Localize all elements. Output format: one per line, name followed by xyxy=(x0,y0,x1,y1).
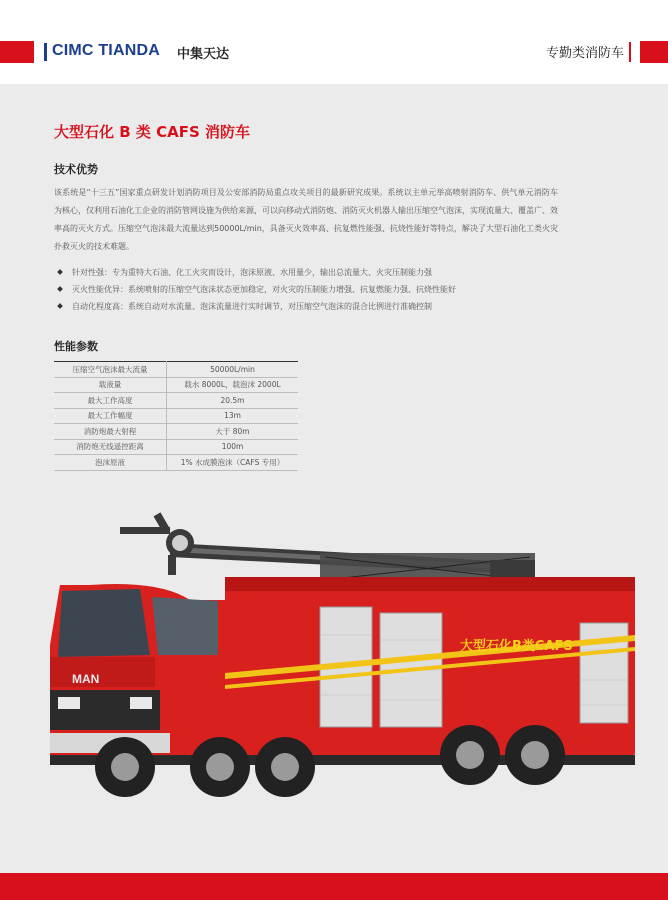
param-name: 消防炮最大射程 xyxy=(54,424,167,440)
logo-english: CIMC TIANDA xyxy=(52,42,160,59)
param-name: 压缩空气泡沫最大流量 xyxy=(54,362,167,378)
bullet-diamond-icon xyxy=(57,286,63,292)
logo-chinese: 中集天达 xyxy=(177,47,230,62)
advantages-intro: 该系统是“十三五”国家重点研发计划消防项目及公安部消防局重点攻关项目的最新研究成果。系统以主单元举高喷射消防车、供气单元消防车为核心，仅利用石油化工企业的消防管网设施为供给来源，可以向移动式消防炮、消防灭火机器人输出压缩空气泡沫，实现流量大、覆盖广、效率高的灭火方式。压缩空气泡沫最大流量达到50000L/min，具备灭火效率高、抗复燃性能强、抗烧性能好等特点，解决了大型石油化工类火灾扑救灭火的技术难题。 xyxy=(54,188,558,251)
param-value: 大于 80m xyxy=(167,424,299,440)
table-row xyxy=(54,439,298,455)
table-row xyxy=(54,393,298,409)
truck-body xyxy=(225,577,635,757)
param-value: 1% 水成膜泡沫（CAFS 专用） xyxy=(167,455,299,471)
bullet-text: 针对性强：专为重特大石油、化工火灾而设计，泡沫原液、水用量少，输出总流量大、火灾压制能力强 xyxy=(72,268,432,277)
footer-red-band xyxy=(0,873,668,900)
param-value: 载水 8000L，载泡沫 2000L xyxy=(167,377,299,393)
table-row xyxy=(54,377,298,393)
header-red-accent-right xyxy=(640,41,668,63)
list-item xyxy=(56,281,576,298)
bullet-diamond-icon xyxy=(57,303,63,309)
advantages-list xyxy=(56,264,576,315)
param-value: 50000L/min xyxy=(167,362,299,378)
bullet-text: 灭火性能优异：系统喷射的压缩空气泡沫状态更加稳定，对火灾的压制能力增强、抗复燃能力强、抗烧性能好 xyxy=(72,285,456,294)
param-name: 消防炮无线遥控距离 xyxy=(54,439,167,455)
bullet-text: 自动化程度高：系统自动对水流量、泡沫流量进行实时调节，对压缩空气泡沫的混合比例进行准确控制 xyxy=(72,302,432,311)
table-row xyxy=(54,424,298,440)
performance-table xyxy=(54,361,298,471)
truck-cab xyxy=(50,584,225,765)
truck-side-text: 大型石化B类CAFS xyxy=(460,639,573,654)
param-name: 载液量 xyxy=(54,377,167,393)
param-value: 13m xyxy=(167,408,299,424)
param-value: 20.5m xyxy=(167,393,299,409)
truck-brand: MAN xyxy=(72,672,100,686)
header-category-divider xyxy=(629,42,631,62)
param-value: 100m xyxy=(167,439,299,455)
table-row xyxy=(54,362,298,378)
performance-heading: 性能参数 xyxy=(54,340,98,353)
table-row xyxy=(54,455,298,471)
fire-truck-illustration xyxy=(40,505,640,805)
page-header xyxy=(0,0,668,84)
header-red-accent-left xyxy=(0,41,34,63)
param-name: 最大工作幅度 xyxy=(54,408,167,424)
bullet-diamond-icon xyxy=(57,269,63,275)
logo-mark xyxy=(44,43,47,61)
param-name: 最大工作高度 xyxy=(54,393,167,409)
list-item xyxy=(56,264,576,281)
product-title: 大型石化 B 类 CAFS 消防车 xyxy=(54,123,250,141)
header-category: 专勤类消防车 xyxy=(545,46,624,61)
table-row xyxy=(54,408,298,424)
advantages-heading: 技术优势 xyxy=(54,163,98,176)
param-name: 泡沫原液 xyxy=(54,455,167,471)
list-item xyxy=(56,298,576,315)
